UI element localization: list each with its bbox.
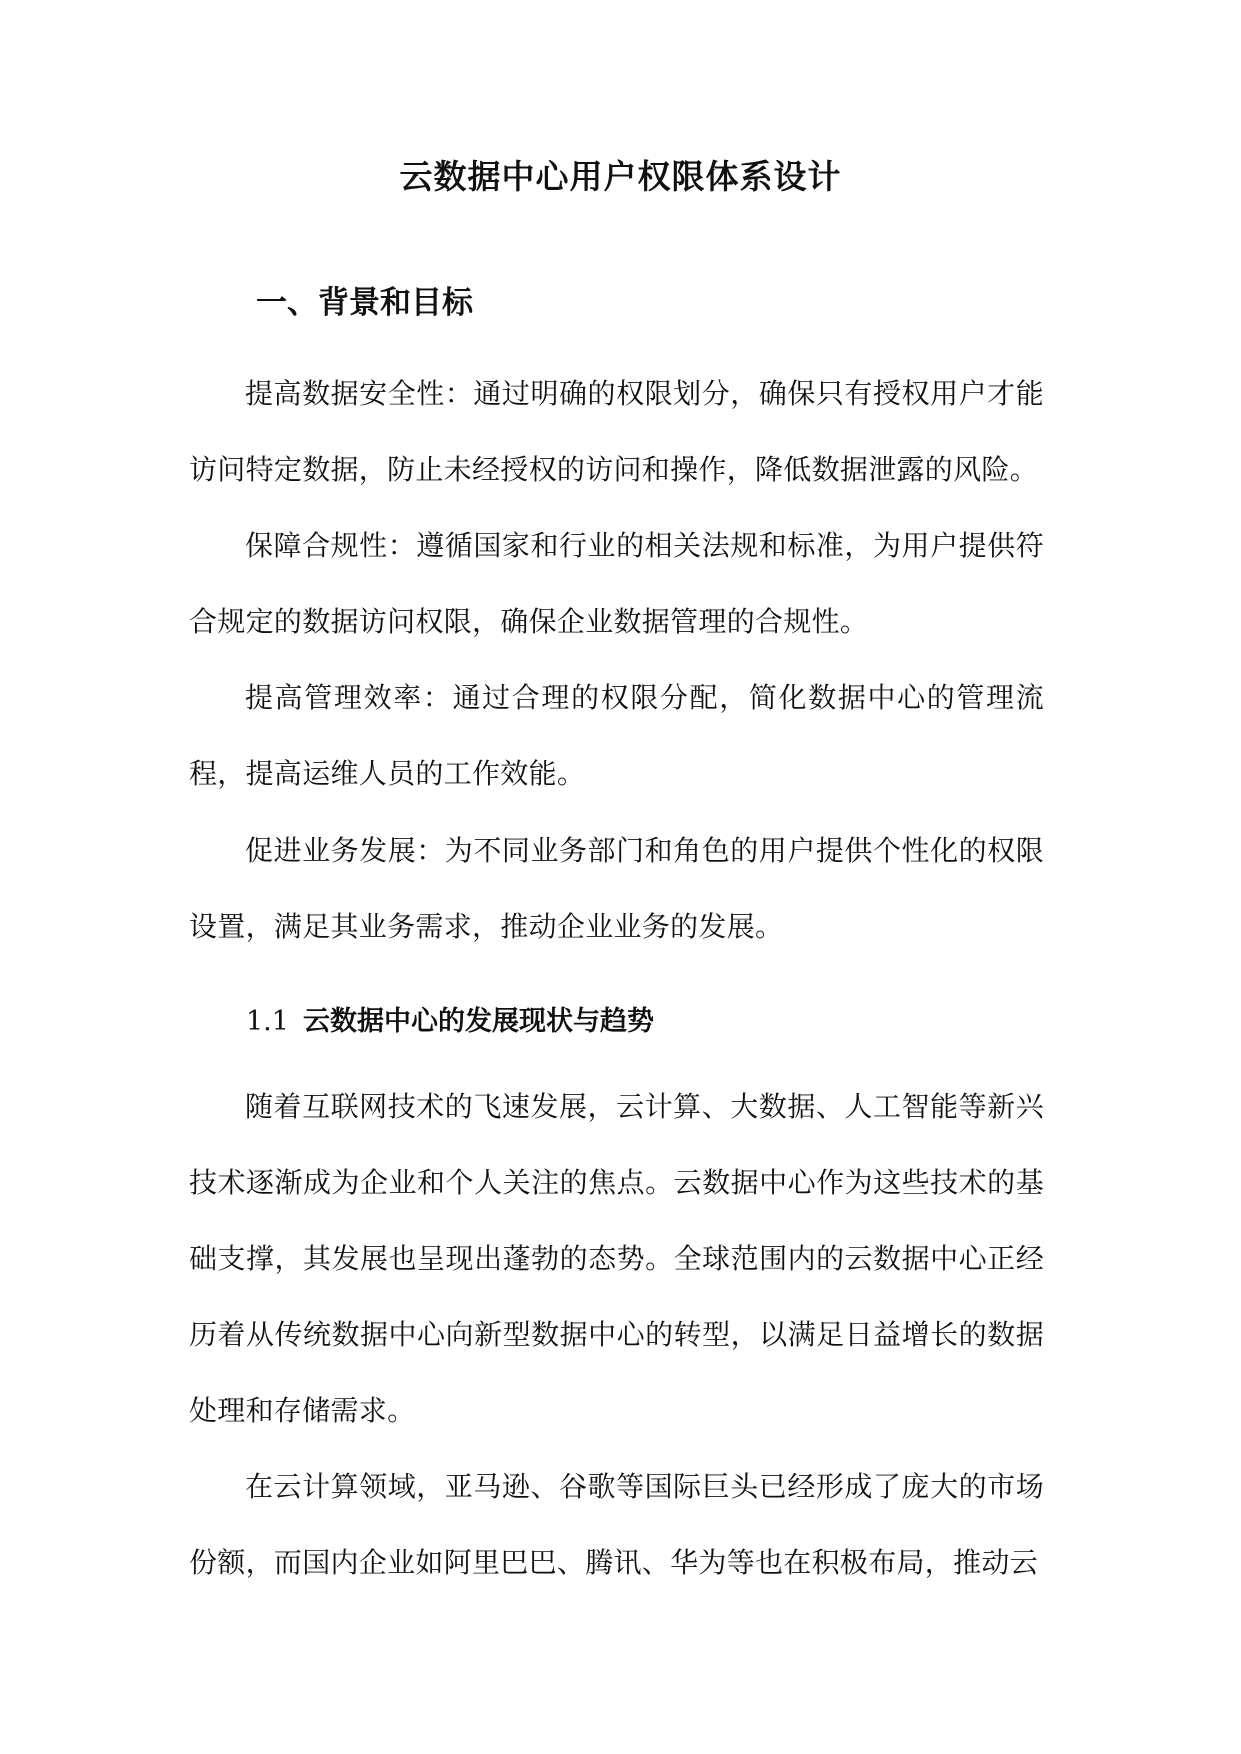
paragraph-development-status: 随着互联网技术的飞速发展，云计算、大数据、人工智能等新兴技术逐渐成为企业和个人关注的焦点。云数据中心作为这些技术的基础支撑，其发展也呈现出蓬勃的态势。全球范围内的云数据中心正经历着从传统数据中心向新型数据中心的转型，以满足日益增长的数据处理和存储需求。 xyxy=(189,1090,1044,1427)
section-heading: 一、背景和目标 xyxy=(256,285,473,321)
document-title: 云数据中心用户权限体系设计 xyxy=(399,157,842,196)
subsection-heading xyxy=(246,997,654,1047)
paragraph-business-development: 促进业务发展：为不同业务部门和角色的用户提供个性化的权限设置，满足其业务需求，推动企业业务的发展。 xyxy=(189,834,1044,943)
subsection-title: 云数据中心的发展现状与趋势 xyxy=(302,1006,654,1037)
paragraph-management-efficiency: 提高管理效率：通过合理的权限分配，简化数据中心的管理流程，提高运维人员的工作效能。 xyxy=(189,681,1044,790)
paragraph-data-security: 提高数据安全性：通过明确的权限划分，确保只有授权用户才能访问特定数据，防止未经授权的访问和操作，降低数据泄露的风险。 xyxy=(189,377,1044,486)
subsection-number: 1.1 xyxy=(246,1006,289,1037)
paragraph-cloud-market: 在云计算领域，亚马逊、谷歌等国际巨头已经形成了庞大的市场份额，而国内企业如阿里巴巴、腾讯、华为等也在积极布局，推动云 xyxy=(189,1470,1044,1579)
paragraph-compliance: 保障合规性：遵循国家和行业的相关法规和标准，为用户提供符合规定的数据访问权限，确保企业数据管理的合规性。 xyxy=(189,529,1044,638)
